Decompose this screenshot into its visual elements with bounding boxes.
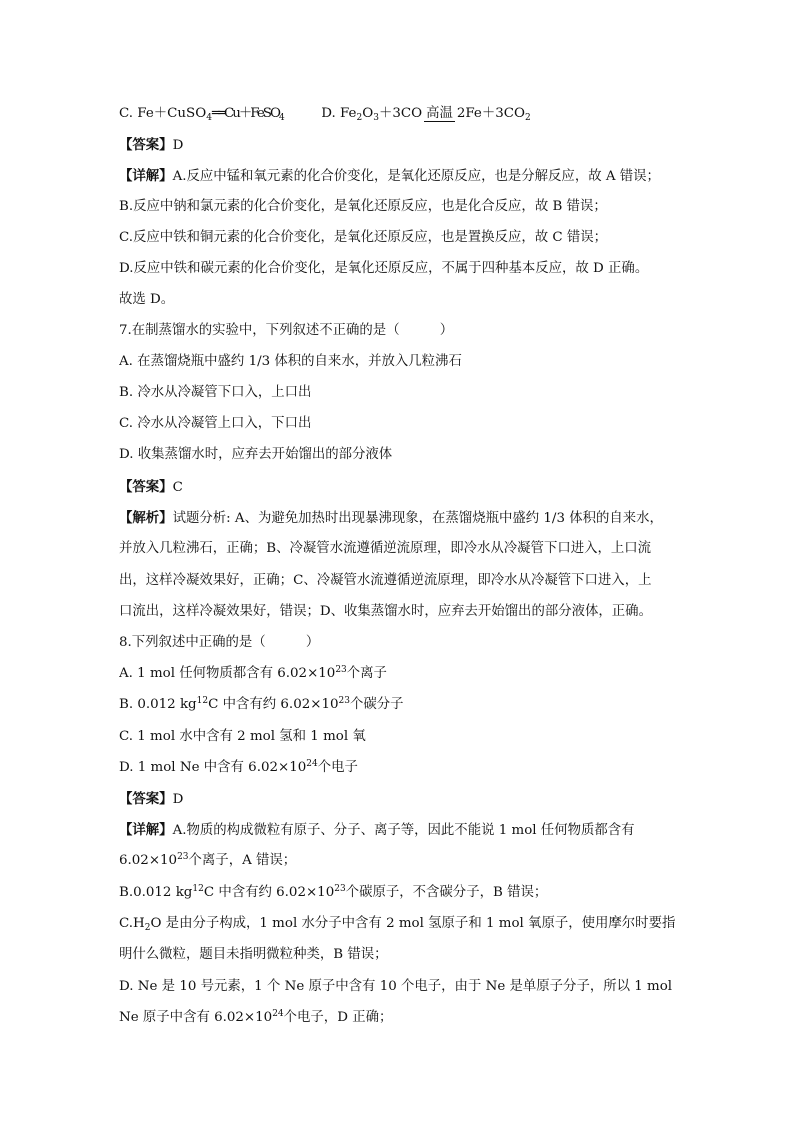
q6-detail-c: C.反应中铁和铜元素的化合价变化，是氧化还原反应，也是置换反应，故 C 错误； xyxy=(119,230,608,245)
q7-analysis-line: 【解析】试题分析: A、为避免加热时出现暴沸现象，在蒸馏烧瓶中盛约 1/3 体积的自来水， xyxy=(119,510,663,526)
q6-option-d: D. $Fe_2O_3+3CO$ 高温 $2Fe+3CO_2$ xyxy=(321,106,531,123)
q8-option-b: B. 0.012 $kg^{12}C$ 中含有约 $6.02\times 10^{23}$个碳分子 xyxy=(119,696,404,712)
q7-analysis-line: 出，这样冷凝效果好，正确；C、冷凝管水流遵循逆流原理，即冷水从冷凝管下口进入，上 xyxy=(119,573,652,588)
q7-analysis-line: 并放入几粒沸石，正确；B、冷凝管水流遵循逆流原理，即冷水从冷凝管下口进入，上口流 xyxy=(119,541,652,556)
q8-option-d: D. 1 mol Ne 中含有 $6.02\times 10^{24}$个电子 xyxy=(119,759,358,775)
q6-option-c: C. Fe＋CuSO$_4$══Cu＋FeSO$_4$ xyxy=(119,106,285,123)
q7-option-a: A. 在蒸馏烧瓶中盛约 1/3 体积的自来水，并放入几粒沸石 xyxy=(119,354,462,369)
q7-answer: 【答案】C xyxy=(119,479,183,495)
q8-detail-b: B.0.012 $kg^{12}C$ 中含有约 $6.02\times 10^{23}$个碳原子，不含碳分子，B 错误； xyxy=(119,884,548,900)
q6-options-cd xyxy=(119,105,679,123)
q8-detail-c2: 明什么微粒，题目未指明微粒种类，B 错误； xyxy=(119,947,388,962)
q6-detail-a: 【详解】A.反应中锰和氧元素的化合价变化，是氧化还原反应，也是分解反应，故 A 错误； xyxy=(119,168,660,184)
q7-stem: 7.在制蒸馏水的实验中，下列叙述不正确的是（ ） xyxy=(119,323,454,338)
q6-conclusion: 故选 D。 xyxy=(119,292,175,307)
q8-option-a: A. 1 mol 任何物质都含有 $6.02\times 10^{23}$个离子 xyxy=(119,665,387,681)
q8-stem: 8.下列叙述中正确的是（ ） xyxy=(119,635,320,650)
q7-option-c: C. 冷水从冷凝管上口入，下口出 xyxy=(119,416,312,431)
q7-option-d: D. 收集蒸馏水时，应弃去开始馏出的部分液体 xyxy=(119,447,393,462)
q8-option-c: C. 1 mol 水中含有 2 mol 氢和 1 mol 氧 xyxy=(119,729,366,744)
q6-answer: 【答案】D xyxy=(119,137,184,153)
q8-answer: 【答案】D xyxy=(119,791,184,807)
reaction-condition: 高温 xyxy=(426,106,453,121)
q7-analysis-line: 口流出，这样冷凝效果好，错误；D、收集蒸馏水时，应弃去开始馏出的部分液体，正确。 xyxy=(119,604,652,619)
q6-detail-b: B.反应中钠和氯元素的化合价变化，是氧化还原反应，也是化合反应，故 B 错误； xyxy=(119,199,607,214)
q8-detail-a2: $6.02\times 10^{23}$个离子，A 错误； xyxy=(119,852,297,868)
q8-detail-a1: 【详解】A.物质的构成微粒有原子、分子、离子等，因此不能说 1 mol 任何物质都含有 xyxy=(119,822,635,838)
q8-detail-d1: D. Ne 是 10 号元素，1 个 Ne 原子中含有 10 个电子，由于 Ne 是单原子分子，所以 1 mol xyxy=(119,979,673,994)
q6-detail-d: D.反应中铁和碳元素的化合价变化，是氧化还原反应，不属于四种基本反应，故 D 正确。 xyxy=(119,261,649,276)
q7-option-b: B. 冷水从冷凝管下口入，上口出 xyxy=(119,385,312,400)
q8-detail-d2: Ne 原子中含有 $6.02\times 10^{24}$个电子，D 正确； xyxy=(119,1009,393,1025)
q8-detail-c1: $C.H_2O$ 是由分子构成，1 mol 水分子中含有 2 mol 氢原子和 1 mol 氧原子，使用摩尔时要指 xyxy=(119,916,676,933)
